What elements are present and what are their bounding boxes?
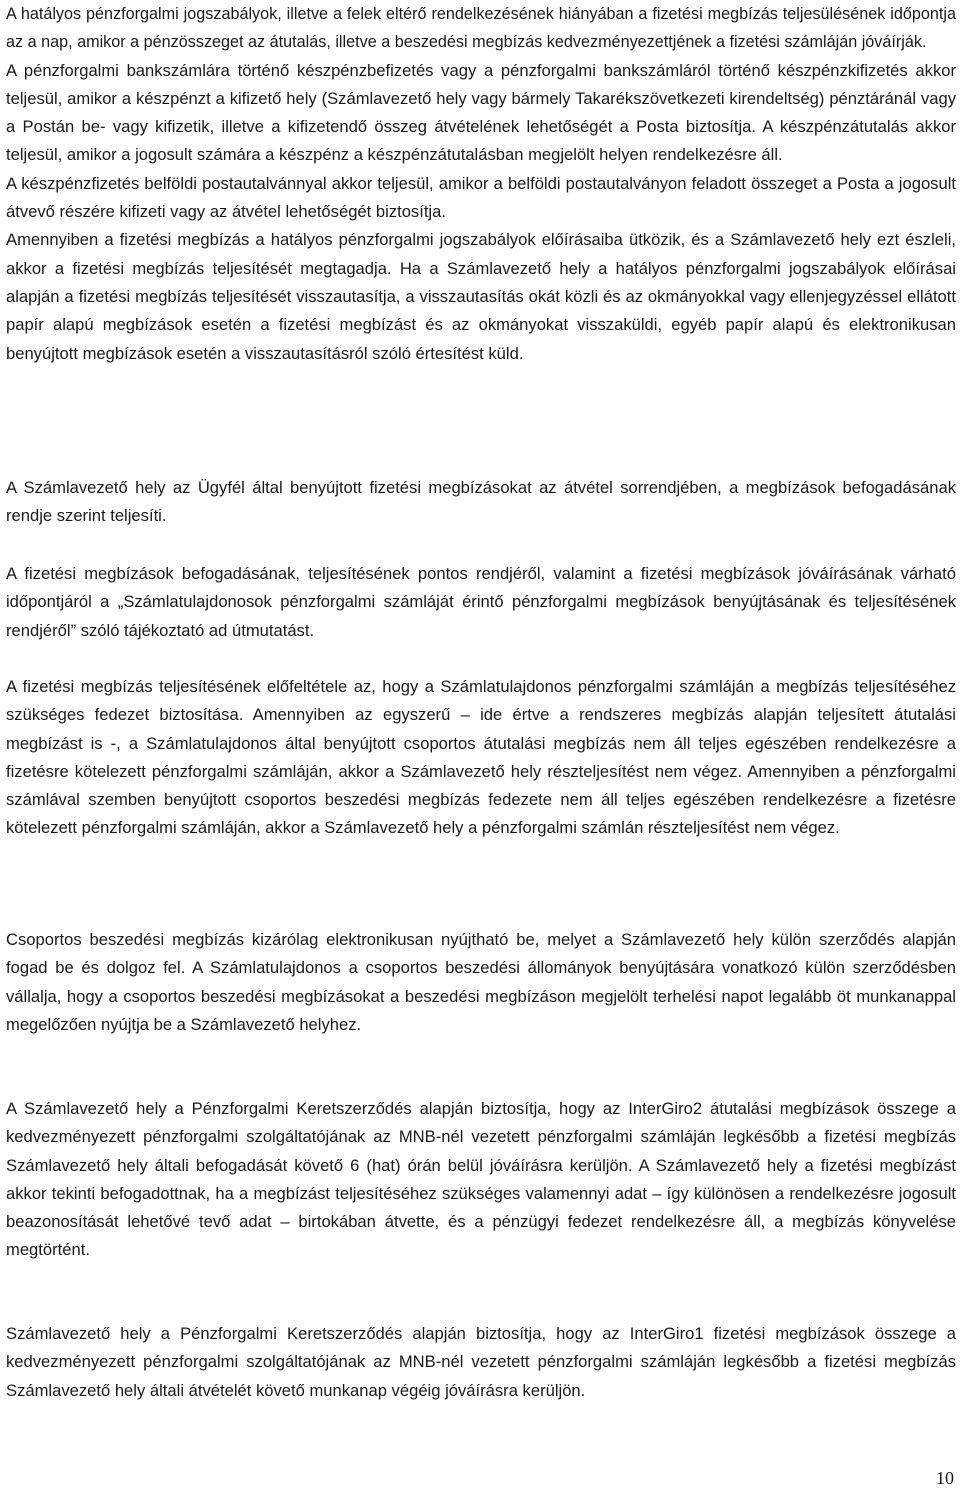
paragraph-postal-order: A készpénzfizetés belföldi postautalvánnyal akkor teljesül, amikor a belföldi postautalványon feladott összeget a Posta a jogosult átvevő részére kifizeti vagy az átvétel lehetőségét biztosítja. [6,173,956,222]
paragraph-group-direct-debit: Csoportos beszedési megbízás kizárólag elektronikusan nyújtható be, melyet a Számlavezető hely külön szerződés alapján fogad be és dolgoz fel. A Számlatulajdonos a csoportos beszedési állományok benyújtására vonatkozó külön szerződésben vállalja, hogy a csoportos beszedési megbízásokat a beszedési megbízáson megjelölt terhelési napot legalább öt munkanappal megelőzően nyújtja be a Számlavezető helyhez. [6,930,956,1034]
paragraph-refusal: Amennyiben a fizetési megbízás a hatályos pénzforgalmi jogszabályok előírásaiba ütközik, és a Számlavezető hely ezt észleli, akkor a fizetési megbízás teljesítését megtagadja. Ha a Számlavezető hely a hatályos pénzforgalmi jogszabályok előírásai alapján a fizetési megbízás teljesítését visszautasítja, a visszautasítás okát közli és az okmányokkal vagy ellenjegyzéssel ellátott papír alapú megbízások esetén a fizetési megbízást és az okmányokat visszaküldi, egyéb papír alapú és elektronikusan benyújtott megbízások esetén a visszautasításról szóló értesítést küld. [6,230,956,363]
page-number: 10 [936,1468,954,1488]
paragraph-intergiro2: A Számlavezető hely a Pénzforgalmi Keretszerződés alapján biztosítja, hogy az InterGiro2 átutalási megbízások összege a kedvezményezett pénzforgalmi szolgáltatójának az MNB-nél vezetett pénzforgalmi számláján legkésőbb a fizetési megbízás Számlavezető hely általi befogadását követő 6 (hat) órán belül jóváírásra kerüljön. A Számlavezető hely a fizetési megbízást akkor tekinti befogadottnak, ha a megbízást teljesítéséhez szükséges valamennyi adat – így különösen a rendelkezésre jogosult beazonosítását lehetővé tevő adat – birtokában átvette, és a pénzügyi fedezet rendelkezésre áll, a megbízás könyvelése megtörtént. [6,1099,956,1260]
paragraph-coverage-condition: A fizetési megbízás teljesítésének előfeltétele az, hogy a Számlatulajdonos pénzforgalmi számláján a megbízás teljesítéséhez szükséges fedezet biztosítása. Amennyiben az egyszerű – ide értve a rendszeres megbízás alapján teljesített átutalási megbízást is -, a Számlatulajdonos által benyújtott csoportos átutalási megbízás nem áll teljes egészében rendelkezésre a fizetésre kötelezett pénzforgalmi számláján, akkor a Számlavezető hely részteljesítést nem végez. Amennyiben a pénzforgalmi számlával szemben benyújtott csoportos beszedési megbízás fedezete nem áll teljes egészében rendelkezésre a fizetésre kötelezett pénzforgalmi számláján, akkor a Számlavezető hely a pénzforgalmi számlán részteljesítést nem végez. [6,677,956,838]
paragraph-intergiro1: Számlavezető hely a Pénzforgalmi Keretszerződés alapján biztosítja, hogy az InterGiro1 fizetési megbízások összege a kedvezményezett pénzforgalmi szolgáltatójának az MNB-nél vezetett pénzforgalmi számláján legkésőbb a fizetési megbízás Számlavezető hely általi átvételét követő munkanap végéig jóváírásra kerüljön. [6,1324,956,1400]
paragraph-order-sequence: A Számlavezető hely az Ügyfél által benyújtott fizetési megbízásokat az átvétel sorrendjében, a megbízások befogadásának rendje szerint teljesíti. [6,478,956,526]
paragraph-settlement-rules [6,0,956,368]
paragraph-settlement-time: A hatályos pénzforgalmi jogszabályok, illetve a felek eltérő rendelkezésének hiányában a fizetési megbízás teljesülésének időpontja az a nap, amikor a pénzösszeget az átutalás, illetve a beszedési megbízás kedvezményezettjének a fizetési számláján jóváírják. [6,5,956,52]
paragraph-acceptance-guide: A fizetési megbízások befogadásának, teljesítésének pontos rendjéről, valamint a fizetési megbízások jóváírásának várható időpontjáról a „Számlatulajdonosok pénzforgalmi számláját érintő pénzforgalmi megbízások benyújtásának és teljesítésének rendjéről” szóló tájékoztató ad útmutatást. [6,564,956,640]
paragraph-cash-transactions: A pénzforgalmi bankszámlára történő készpénzbefizetés vagy a pénzforgalmi bankszámláról történő készpénzkifizetés akkor teljesül, amikor a készpénzt a kifizető hely (Számlavezető hely vagy bármely Takarékszövetkezeti kirendeltség) pénztáránál vagy a Postán be- vagy kifizetik, illetve a kifizetendő összeg átvételének lehetőségét a Posta biztosítja. A készpénzátutalás akkor teljesül, amikor a jogosult számára a készpénz a készpénzátutalásban megjelölt helyen rendelkezésre áll. [6,60,956,165]
